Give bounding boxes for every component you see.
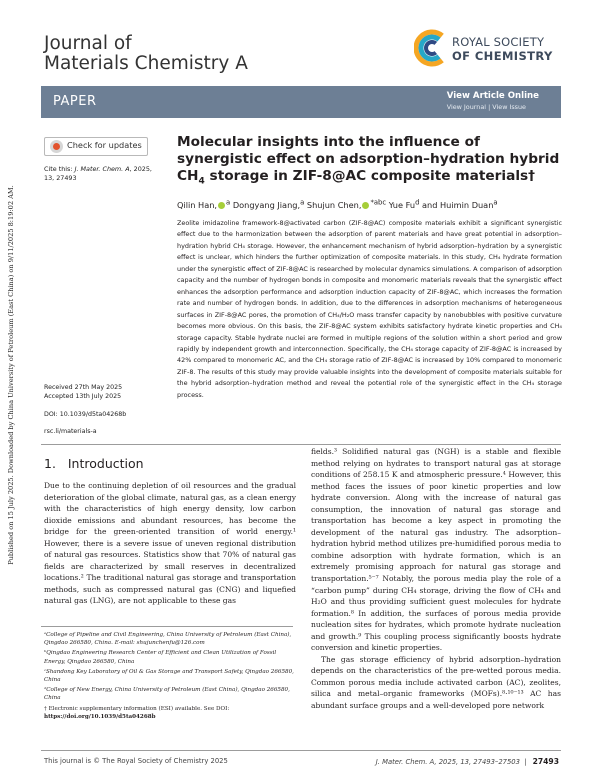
intro-paragraph-2: fields.³ Solidified natural gas (NGH) is a stable and flexible method relying on hydrates to transport natural gas at storage conditions of 258.15 K and atmospheric pressure.⁴ However, this method faces the issues of poor kinetic properties and low hydrate conversion. Along with the increase of natural gas consumption, the innovation of natural gas storage and transportation has become a key aspect in promoting the development of the natural gas industry. The adsorption–hydration hybrid method utilizes pre-humidified porous media to combine adsorption with hydrate formation, which is an extremely promising approach for natural gas storage and transportation.⁵⁻⁷ Notably, the porous media play the role of a “carbon pump” during CH₄ storage, driving the flow of CH₄ and H₂O and thus providing sufficient guest molecules for hydrate formation.⁸ In addition, the surfaces of porous media provide nucleation sites for hydrates, which promote hydrate nucleation and growth.⁹ This coupling process significantly boosts hydrate conversion and kinetic properties. bbox=[311, 447, 561, 653]
accepted-date: Accepted 13th July 2025 bbox=[44, 393, 122, 401]
author-2[interactable] bbox=[230, 200, 304, 210]
page-number: 27493 bbox=[532, 757, 559, 766]
author-affiliation: a bbox=[300, 198, 305, 206]
download-watermark-text: Published on 15 July 2025. Downloaded by China University of Petroleum (East China) on 9/11/2025 8:19:02 AM. bbox=[7, 185, 15, 565]
footnote-d: ᵈCollege of New Energy, China University of Petroleum (East China), Qingdao 266580, China bbox=[44, 687, 290, 702]
article-title bbox=[177, 134, 567, 191]
rsc-emblem-icon bbox=[414, 26, 450, 70]
author-name: Dongyang Jiang, bbox=[230, 199, 301, 210]
banner-links bbox=[447, 91, 539, 111]
footnote-divider bbox=[41, 626, 293, 627]
article-title-rest: storage in ZIF-8@AC composite materials† bbox=[204, 168, 536, 184]
section-number: 1. bbox=[44, 456, 56, 471]
view-issue-link[interactable]: View Issue bbox=[492, 103, 526, 111]
author-affiliation: d bbox=[415, 198, 420, 206]
check-for-updates-label: Check for updates bbox=[67, 140, 142, 150]
footer-divider bbox=[41, 750, 561, 751]
doi-link[interactable]: DOI: 10.1039/d5ta04268b bbox=[44, 410, 127, 418]
article-history bbox=[44, 383, 169, 436]
download-watermark bbox=[4, 100, 18, 650]
article-title-subscript: 4 bbox=[198, 176, 205, 187]
article-type-banner bbox=[41, 86, 561, 118]
author-name: Qilin Han, bbox=[177, 199, 218, 210]
citation-info bbox=[44, 165, 159, 183]
article-title-main: Molecular insights into the influence of synergistic effect on adsorption–hydration hybrid CH bbox=[177, 134, 560, 184]
received-date: Received 27th May 2025 bbox=[44, 384, 123, 391]
publisher-name-line2 bbox=[452, 49, 553, 63]
journal-title-line2: Materials Chemistry A bbox=[44, 53, 248, 74]
footnote-esi bbox=[44, 705, 296, 721]
cite-prefix: Cite this: bbox=[44, 165, 75, 173]
esi-link[interactable]: https://doi.org/10.1039/d5ta04268b bbox=[44, 713, 156, 720]
abstract: Zeolite imidazoline framework-8@activated carbon (ZIF-8@AC) composite materials exhibit a significant synergistic effect due to the harmonization between the adsorption of parent materials and have great potential in adsorption–hydration hybrid CH₄ storage. However, the enhancement mechanism of hybrid adsorption–hydration by a synergistic effect is unclear, which hinders the further optimization of composite materials. In this study, CH₄ hydrate formation under the synergistic effect of ZIF-8@AC is researched by molecular dynamics simulations. A comparison of adsorption capacity and the number of hydrogen bonds in composite and monomeric materials reveals that the synergistic effect enhances the adsorption performance and adsorption induction capacity of ZIF-8@AC, which increases the formation rate and number of hydrogen bonds. In addition, due to the differences in adsorption mechanisms of heterogeneous surfaces in ZIF-8@AC pores, the promotion of CH₄/H₂O mass transfer capacity by nanobubbles with positive curvature becomes more obvious. On this basis, the ZIF-8@AC system exhibits satisfactory hydrate kinetic properties and CH₄ storage capacity. Stable hydrate nuclei are formed in multiple regions of the solution within a short period and grow rapidly by independent growth and interconnection. Specifically, the CH₄ storage capacity of ZIF-8@AC is increased by 42% compared to monomeric AC, and the CH₄ storage ratio of ZIF-8@AC is increased by 10% compared to monomeric ZIF-8. The results of this study may provide valuable insights into the development of composite materials suitable for the hybrid adsorption–hydration method and reveal the potential role of the synergistic effect in the CH₄ storage process. bbox=[177, 219, 562, 399]
author-name: Shujun Chen, bbox=[304, 199, 362, 210]
body-column-left bbox=[44, 480, 296, 607]
author-4[interactable] bbox=[386, 200, 419, 210]
footnote-a: ᵃCollege of Pipeline and Civil Engineering, China University of Petroleum (East China), Qingdao 266580, China. E-mail: shujunchenfu@126.com bbox=[44, 632, 292, 647]
section-title: Introduction bbox=[67, 456, 144, 471]
publisher-name-line1: ROYAL SOCIETY bbox=[452, 35, 545, 49]
footer-copyright: This journal is © The Royal Society of Chemistry 2025 bbox=[44, 757, 228, 765]
publisher-name-bold: CHEMISTRY bbox=[474, 49, 553, 63]
section-heading bbox=[44, 456, 144, 471]
journal-title bbox=[44, 34, 334, 74]
journal-title-line1: Journal of bbox=[44, 33, 132, 54]
link-separator: | bbox=[486, 103, 493, 111]
cite-journal: J. Mater. Chem. A bbox=[74, 165, 130, 173]
orcid-icon[interactable] bbox=[218, 202, 225, 209]
footer-citation-text: J. Mater. Chem. A, 2025, 13, 27493–27503 bbox=[375, 758, 520, 766]
publisher-name bbox=[452, 35, 553, 63]
author-name: and Huimin Duan bbox=[419, 199, 494, 210]
journal-issue-links bbox=[447, 103, 539, 111]
orcid-icon[interactable] bbox=[362, 202, 369, 209]
publisher-name-prefix: OF bbox=[452, 49, 475, 63]
view-article-online-link[interactable]: View Article Online bbox=[446, 91, 539, 101]
footer-citation bbox=[376, 757, 559, 766]
cite-details: , 2025, 13, 27493 bbox=[44, 165, 152, 182]
article-type-label: PAPER bbox=[53, 94, 97, 109]
section-divider bbox=[41, 444, 561, 445]
crossmark-icon bbox=[50, 140, 63, 153]
footer-separator: | bbox=[524, 758, 527, 766]
esi-text: † Electronic supplementary information (ESI) available. See DOI: bbox=[44, 705, 230, 712]
emblem-arc bbox=[426, 42, 436, 54]
publisher-logo bbox=[414, 26, 564, 74]
author-affiliation: a bbox=[493, 198, 498, 206]
author-5[interactable] bbox=[419, 200, 497, 210]
footnotes bbox=[44, 631, 296, 723]
author-list bbox=[177, 198, 567, 210]
view-journal-link[interactable]: View Journal bbox=[446, 103, 487, 111]
body-column-right bbox=[311, 446, 561, 712]
author-affiliation: a bbox=[226, 198, 231, 206]
author-1[interactable] bbox=[177, 200, 230, 210]
intro-paragraph-3: The gas storage efficiency of hybrid adsorption–hydration depends on the characteristics of the pre-wetted porous media. Common porous media include activated carbon (AC), zeolites, silica and metal–organic frameworks (MOFs).⁸·¹⁰⁻¹³ AC has abundant surface groups and a well-developed pore network bbox=[311, 654, 561, 711]
intro-paragraph-1: Due to the continuing depletion of oil resources and the gradual deterioration of the global climate, natural gas, as a clean energy with the characteristics of high energy density, low carbon dioxide emissions and abundant resources, has become the bridge for the green-oriented transition of world energy.¹ However, there is a severe issue of uneven regional distribution of natural gas resources. Statistics show that 70% of natural gas fields are characterized by small reserves in decentralized locations.² The traditional natural gas storage and transportation methods, such as compressed natural gas (CNG) and liquefied natural gas (LNG), are not applicable to these gas bbox=[44, 481, 296, 606]
check-for-updates-button[interactable] bbox=[44, 137, 148, 156]
footnote-b: ᵇQingdao Engineering Research Center of Efficient and Clean Utilization of Fossil Energy, Qingdao 266580, China bbox=[44, 650, 277, 665]
author-name: Yue Fu bbox=[386, 199, 416, 210]
author-3[interactable] bbox=[304, 200, 386, 210]
journal-short-link[interactable]: rsc.li/materials-a bbox=[44, 427, 97, 435]
footnote-c: ᶜShandong Key Laboratory of Oil & Gas Storage and Transport Safety, Qingdao 266580, China bbox=[44, 668, 294, 684]
author-affiliation: *abc bbox=[370, 198, 387, 206]
